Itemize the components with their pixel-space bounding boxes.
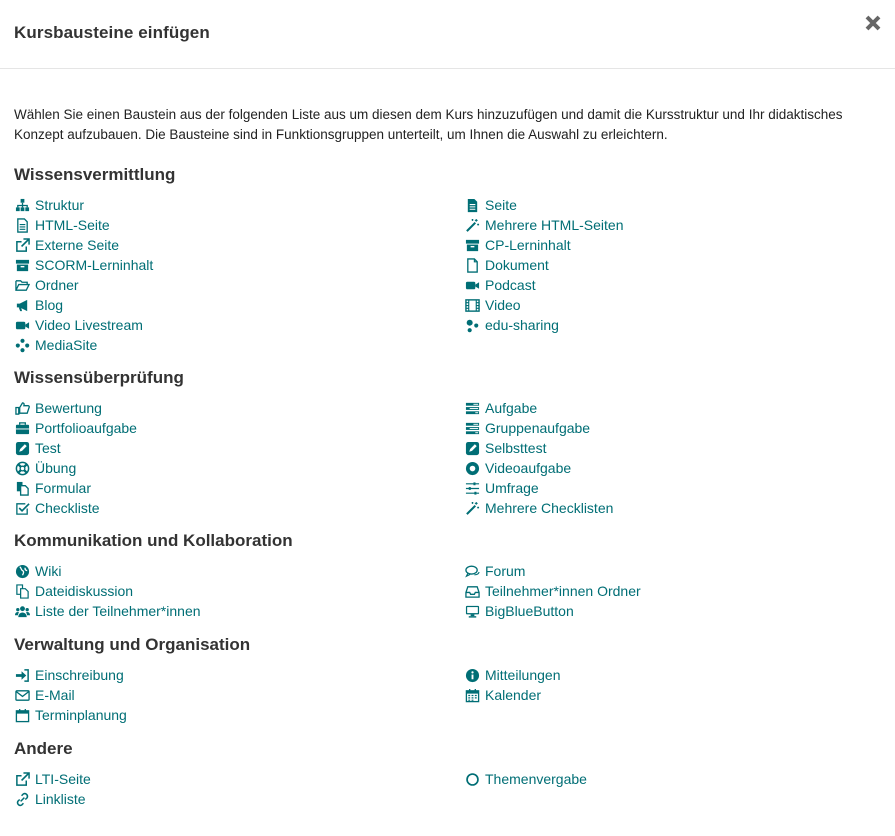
film-icon	[464, 297, 480, 313]
course-element-video-livestream[interactable]	[14, 315, 143, 335]
group-items	[14, 665, 880, 725]
course-element-label: Video	[485, 297, 521, 313]
course-element-terminplanung[interactable]	[14, 705, 127, 725]
circle-outline-icon	[464, 771, 480, 787]
course-element-label: Video Livestream	[35, 317, 143, 333]
course-element-label: Externe Seite	[35, 237, 120, 253]
course-element-ordner[interactable]	[14, 275, 79, 295]
course-element-struktur[interactable]	[14, 195, 84, 215]
group-wissensüberprüfung	[14, 368, 880, 518]
desktop-icon	[464, 603, 480, 619]
magic-wand-icon	[464, 217, 480, 233]
course-element-scorm-lerninhalt[interactable]	[14, 255, 153, 275]
course-element-dateidiskussion[interactable]	[14, 581, 133, 601]
files-icon	[14, 583, 30, 599]
course-element-label: Wiki	[35, 563, 62, 579]
group-items	[14, 398, 880, 518]
group-wissensvermittlung	[14, 165, 880, 355]
course-element-themenvergabe[interactable]	[464, 769, 587, 789]
course-element-label: Portfolioaufgabe	[35, 420, 137, 436]
share-nodes-icon	[464, 317, 480, 333]
close-icon[interactable]	[863, 13, 883, 33]
group-title: Verwaltung und Organisation	[14, 635, 251, 654]
course-element-aufgabe[interactable]	[464, 398, 537, 418]
sitemap-icon	[14, 197, 30, 213]
calendar-outline-icon	[14, 707, 30, 723]
group-title: Wissensüberprüfung	[14, 368, 184, 387]
magic-wand-icon	[464, 500, 480, 516]
group-kommunikation-und-kollaboration	[14, 531, 880, 621]
course-element-label: Bewertung	[35, 400, 102, 416]
video-camera-icon	[14, 317, 30, 333]
course-element-e-mail[interactable]	[14, 685, 75, 705]
course-element-liste-der-teilnehmer-innen[interactable]	[14, 601, 201, 621]
group-title: Andere	[14, 739, 73, 758]
course-element-label: Mehrere HTML-Seiten	[485, 217, 624, 233]
course-element-label: MediaSite	[35, 337, 98, 353]
copy-icon	[14, 480, 30, 496]
course-element-formular[interactable]	[14, 478, 91, 498]
sliders-icon	[464, 480, 480, 496]
users-icon	[14, 603, 30, 619]
intro-text: Wählen Sie einen Baustein aus der folgenden Liste aus um diesen dem Kurs hinzuzufügen und damit die Kursstruktur und Ihr didaktisches Konzept aufzubauen. Die Bausteine sind in Funktionsgruppen unterteilt, um Ihnen die Auswahl zu erleichtern.	[14, 107, 843, 142]
globe-icon	[14, 563, 30, 579]
course-element-einschreibung[interactable]	[14, 665, 124, 685]
group-verwaltung-und-organisation	[14, 635, 880, 725]
course-element-label: BigBlueButton	[485, 603, 574, 619]
dialog-body	[0, 69, 895, 836]
course-element-label: LTI-Seite	[35, 771, 91, 787]
bullhorn-icon	[14, 297, 30, 313]
course-element-checkliste[interactable]	[14, 498, 100, 518]
inbox-icon	[464, 583, 480, 599]
group-title: Wissensvermittlung	[14, 165, 176, 184]
course-element-label: Mehrere Checklisten	[485, 500, 614, 516]
course-element-label: CP-Lerninhalt	[485, 237, 571, 253]
group-title: Kommunikation und Kollaboration	[14, 531, 293, 550]
course-element-label: Liste der Teilnehmer*innen	[35, 603, 201, 619]
course-element-dokument[interactable]	[464, 255, 549, 275]
external-link-icon	[14, 771, 30, 787]
course-element-label: Videoaufgabe	[485, 460, 572, 476]
course-element-portfolioaufgabe[interactable]	[14, 418, 137, 438]
group-items	[14, 561, 880, 621]
thumbs-up-icon	[14, 400, 30, 416]
briefcase-icon	[14, 420, 30, 436]
course-element-label: Gruppenaufgabe	[485, 420, 591, 436]
nodes-icon	[14, 337, 30, 353]
life-ring-icon	[14, 460, 30, 476]
course-element-label: Übung	[35, 460, 77, 476]
course-element-blog[interactable]	[14, 295, 63, 315]
course-element-label: Seite	[485, 197, 517, 213]
course-element-forum[interactable]	[464, 561, 525, 581]
pencil-square-icon	[464, 440, 480, 456]
course-element-test[interactable]	[14, 438, 61, 458]
course-element-cp-lerninhalt[interactable]	[464, 235, 571, 255]
course-element-label: E-Mail	[35, 687, 75, 703]
pencil-square-icon	[14, 440, 30, 456]
course-element-label: Aufgabe	[485, 400, 538, 416]
course-element-label: SCORM-Lerninhalt	[35, 257, 154, 273]
video-camera-icon	[464, 277, 480, 293]
file-outline-icon	[464, 257, 480, 273]
course-element-label: Linkliste	[35, 791, 86, 807]
group-items	[14, 769, 880, 809]
group-andere	[14, 739, 880, 809]
course-element-gruppenaufgabe[interactable]	[464, 418, 590, 438]
tasks-icon	[464, 420, 480, 436]
file-solid-icon	[464, 197, 480, 213]
course-element-label: Kalender	[485, 687, 542, 703]
course-element-label: Checkliste	[35, 500, 100, 516]
course-element-html-seite[interactable]	[14, 215, 110, 235]
course-element-linkliste[interactable]	[14, 789, 86, 809]
course-element-videoaufgabe[interactable]	[464, 458, 571, 478]
course-element-mehrere-checklisten[interactable]	[464, 498, 613, 518]
external-link-icon	[14, 237, 30, 253]
course-element-lti-seite[interactable]	[14, 769, 91, 789]
comments-icon	[464, 563, 480, 579]
course-element-label: Themenvergabe	[485, 771, 587, 787]
course-element-label: Umfrage	[485, 480, 539, 496]
course-element-label: Selbsttest	[485, 440, 547, 456]
course-element-bigbluebutton[interactable]	[464, 601, 574, 621]
course-element-mitteilungen[interactable]	[464, 665, 561, 685]
record-icon	[464, 460, 480, 476]
course-element-label: Mitteilungen	[485, 667, 561, 683]
archive-icon	[464, 237, 480, 253]
course-element-label: HTML-Seite	[35, 217, 110, 233]
course-element-label: Einschreibung	[35, 667, 124, 683]
course-element-seite[interactable]	[464, 195, 517, 215]
course-element-podcast[interactable]	[464, 275, 536, 295]
course-element-label: Teilnehmer*innen Ordner	[485, 583, 641, 599]
group-items	[14, 195, 880, 355]
sign-in-icon	[14, 667, 30, 683]
course-element-label: Dokument	[485, 257, 549, 273]
info-circle-icon	[464, 667, 480, 683]
link-icon	[14, 791, 30, 807]
calendar-icon	[464, 687, 480, 703]
course-element-bewertung[interactable]	[14, 398, 102, 418]
course-element-übung[interactable]	[14, 458, 76, 478]
course-element-label: Terminplanung	[35, 707, 127, 723]
course-element-selbsttest[interactable]	[464, 438, 546, 458]
file-text-icon	[14, 217, 30, 233]
course-element-label: Formular	[35, 480, 92, 496]
course-element-label: Ordner	[35, 277, 79, 293]
archive-icon	[14, 257, 30, 273]
course-element-label: Test	[35, 440, 61, 456]
course-element-video[interactable]	[464, 295, 521, 315]
course-element-externe-seite[interactable]	[14, 235, 119, 255]
check-square-icon	[14, 500, 30, 516]
tasks-icon	[464, 400, 480, 416]
course-element-kalender[interactable]	[464, 685, 541, 705]
course-element-mediasite[interactable]	[14, 335, 97, 355]
folder-open-icon	[14, 277, 30, 293]
course-element-label: edu-sharing	[485, 317, 559, 333]
course-element-teilnehmer-innen-ordner[interactable]	[464, 581, 641, 601]
envelope-icon	[14, 687, 30, 703]
course-element-label: Blog	[35, 297, 64, 313]
course-element-mehrere-html-seiten[interactable]	[464, 215, 624, 235]
course-element-edu-sharing[interactable]	[464, 315, 559, 335]
course-element-label: Podcast	[485, 277, 536, 293]
course-element-label: Forum	[485, 563, 526, 579]
course-element-wiki[interactable]	[14, 561, 61, 581]
dialog-header	[0, 0, 895, 69]
course-element-label: Dateidiskussion	[35, 583, 134, 599]
dialog-title: Kursbausteine einfügen	[14, 23, 210, 42]
course-element-label: Struktur	[35, 197, 85, 213]
course-element-umfrage[interactable]	[464, 478, 539, 498]
